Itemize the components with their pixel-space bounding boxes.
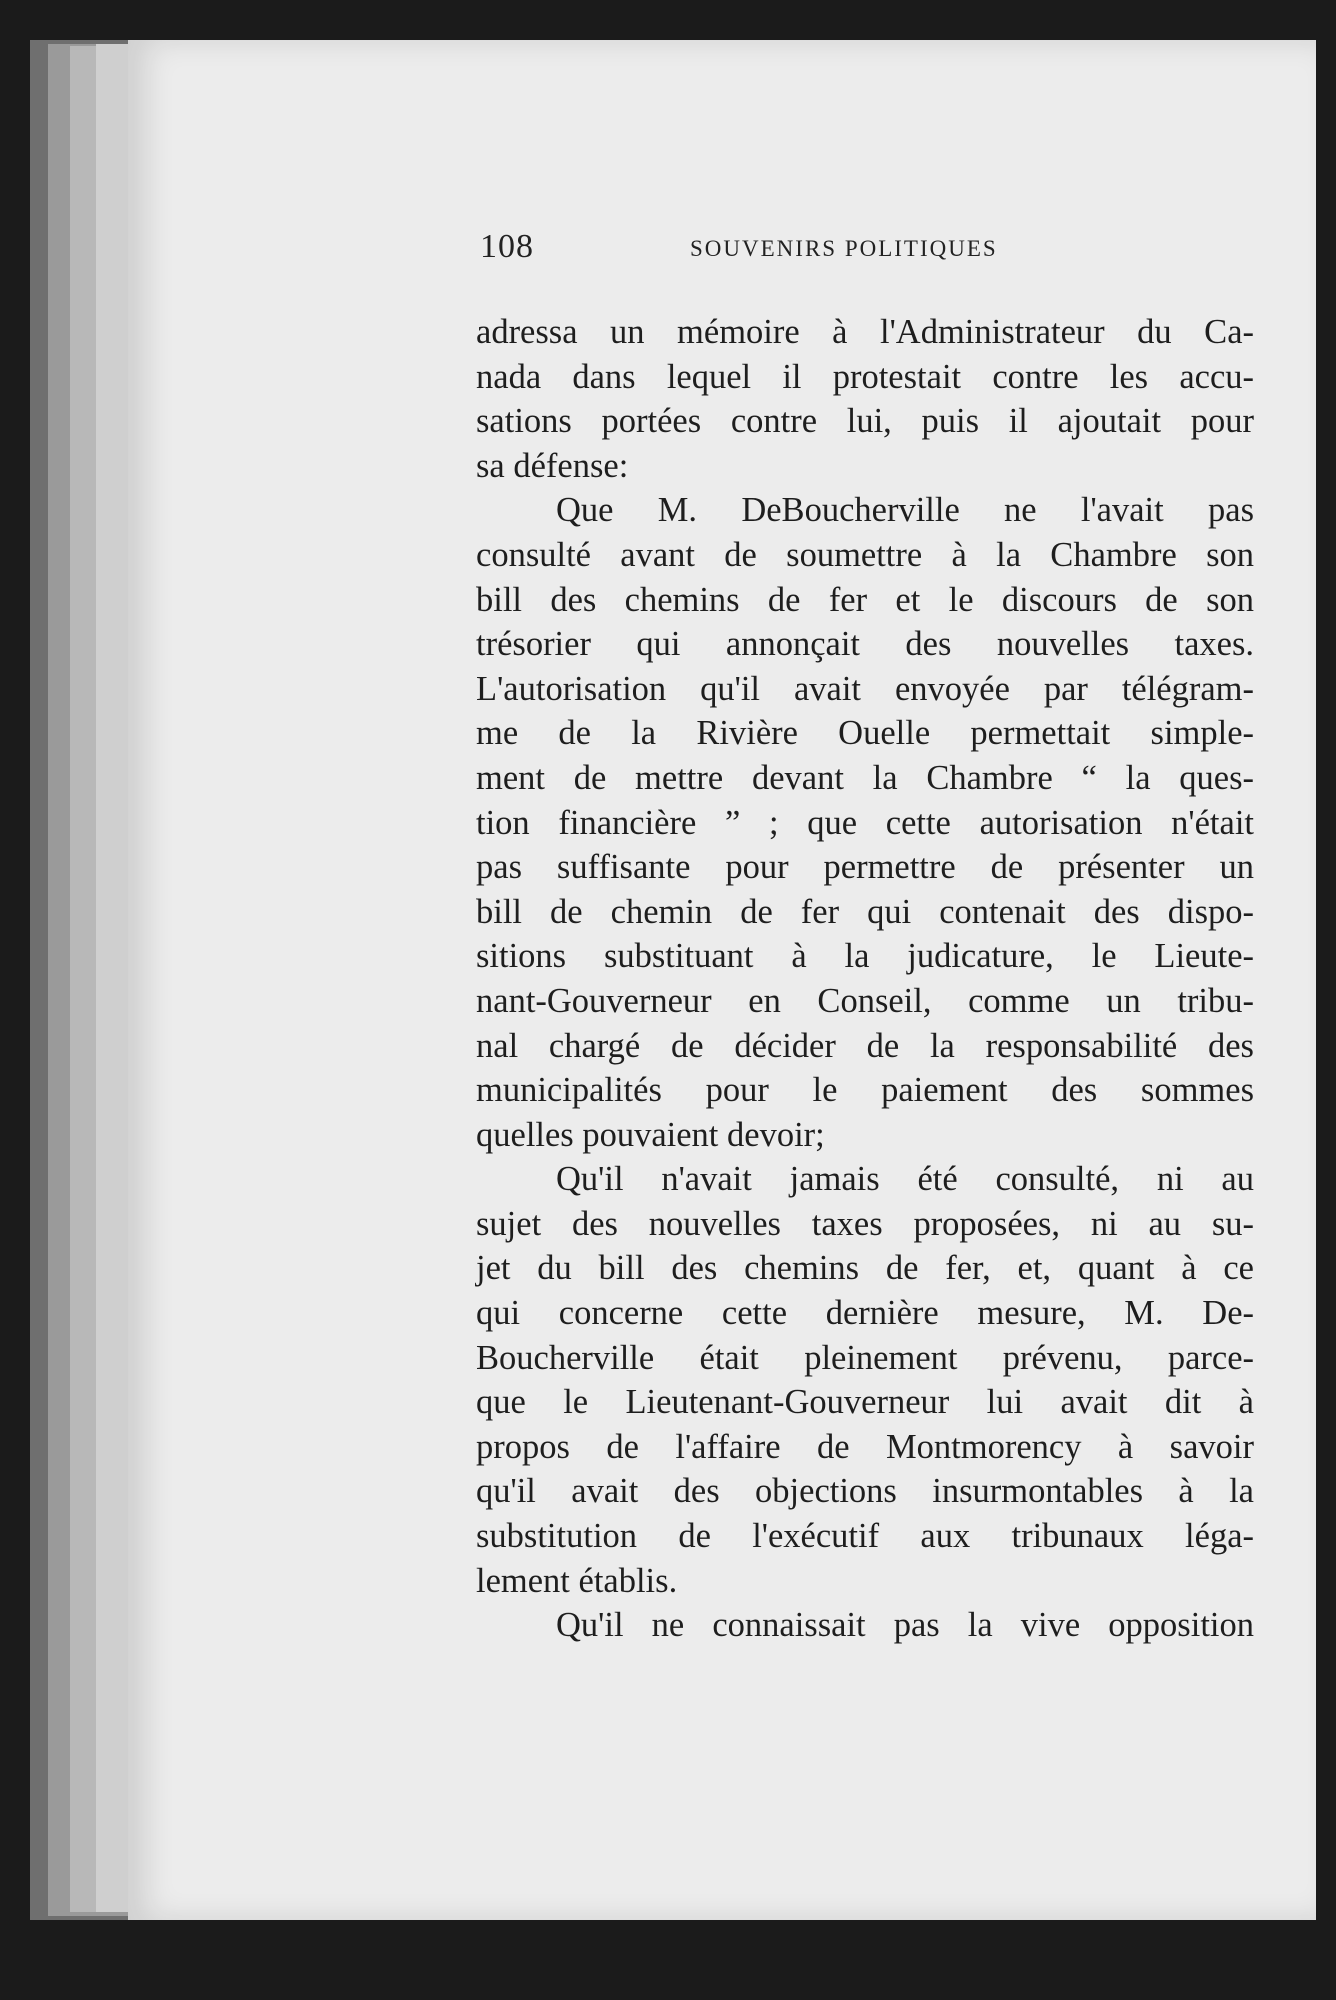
text-line: pas suffisante pour permettre de présenter un (476, 848, 1254, 887)
page-number: 108 (480, 228, 534, 265)
text-line: propos de l'affaire de Montmorency à savoir (476, 1427, 1254, 1466)
text-line: sujet des nouvelles taxes proposées, ni au su- (476, 1204, 1254, 1243)
text-line: municipalités pour le paiement des sommes (476, 1071, 1254, 1110)
text-line: nal chargé de décider de la responsabilité des (476, 1026, 1254, 1065)
text-line: sations portées contre lui, puis il ajoutait pour (476, 402, 1254, 441)
text-line: ment de mettre devant la Chambre “ la ques- (476, 758, 1254, 797)
text-line: nant-Gouverneur en Conseil, comme un tribu- (476, 981, 1254, 1020)
text-line: Boucherville était pleinement prévenu, parce- (476, 1338, 1254, 1377)
text-line: sa défense: (476, 446, 629, 485)
text-line: Que M. DeBoucherville ne l'avait pas (556, 491, 1254, 530)
text-line: qu'il avait des objections insurmontables à la (476, 1472, 1254, 1511)
text-line: lement établis. (476, 1561, 678, 1600)
running-head (480, 228, 1250, 268)
page-text (476, 310, 1254, 1648)
text-line: bill des chemins de fer et le discours de son (476, 580, 1254, 619)
text-line: nada dans lequel il protestait contre les accu- (476, 357, 1254, 396)
text-line: quelles pouvaient devoir; (476, 1115, 825, 1154)
text-line: que le Lieutenant-Gouverneur lui avait dit à (476, 1383, 1254, 1422)
text-line: adressa un mémoire à l'Administrateur du Ca- (476, 313, 1254, 351)
text-line: me de la Rivière Ouelle permettait simple- (476, 714, 1254, 753)
text-line: qui concerne cette dernière mesure, M. De- (476, 1294, 1254, 1333)
text-line: substitution de l'exécutif aux tribunaux léga- (476, 1517, 1254, 1556)
text-line: tion financière ” ; que cette autorisation n'était (476, 803, 1254, 842)
text-line: Qu'il n'avait jamais été consulté, ni au (556, 1160, 1254, 1199)
text-line: jet du bill des chemins de fer, et, quant à ce (476, 1249, 1254, 1288)
text-line: trésorier qui annonçait des nouvelles taxes. (476, 625, 1254, 664)
text-line: L'autorisation qu'il avait envoyée par télégram- (476, 669, 1254, 708)
text-line: Qu'il ne connaissait pas la vive opposition (556, 1606, 1254, 1645)
book-title: SOUVENIRS POLITIQUES (690, 236, 998, 261)
text-line: consulté avant de soumettre à la Chambre son (476, 535, 1254, 574)
text-line: sitions substituant à la judicature, le Lieute- (476, 937, 1254, 976)
text-line: bill de chemin de fer qui contenait des dispo- (476, 892, 1254, 931)
